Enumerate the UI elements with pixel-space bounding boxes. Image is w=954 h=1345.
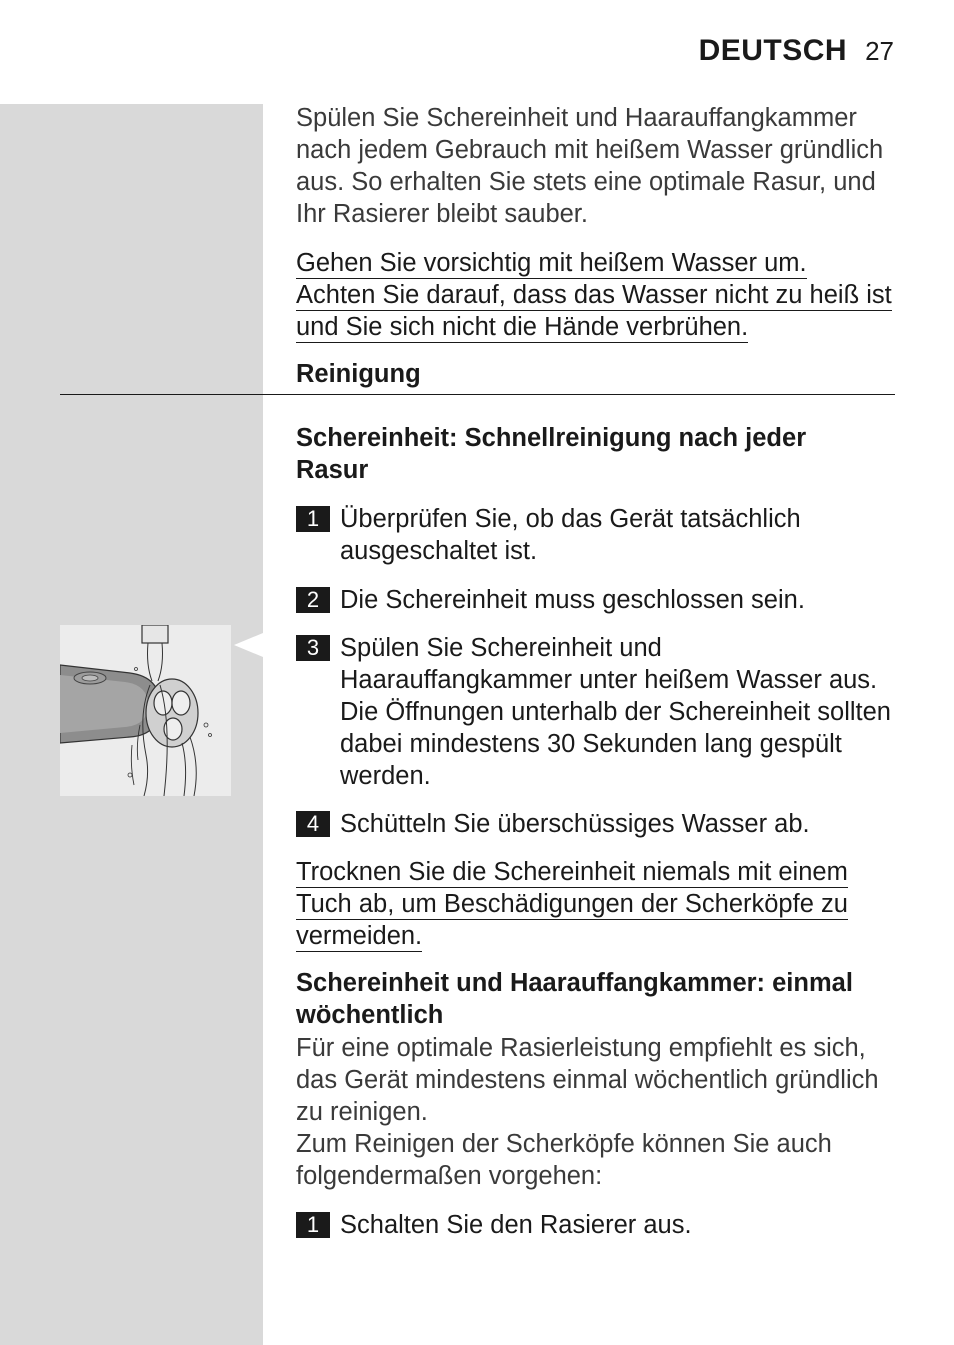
step-number: 4 [296, 811, 330, 837]
page-number: 27 [865, 36, 894, 66]
step-item [296, 632, 896, 792]
warning-do-not-dry [296, 856, 896, 952]
warning-line: und Sie sich nicht die Hände verbrühen. [296, 313, 749, 341]
step-item [296, 584, 896, 616]
weekly-title: Schereinheit und Haarauffangkammer: einmal wöchentlich [296, 969, 853, 1029]
warning-line: Tuch ab, um Beschädigungen der Scherköpfe zu [296, 890, 848, 918]
step-text: Schütteln Sie überschüssiges Wasser ab. [340, 810, 810, 838]
quick-clean-title: Schereinheit: Schnellreinigung nach jeder Rasur [296, 424, 807, 484]
step-text: Schalten Sie den Rasierer aus. [340, 1211, 692, 1239]
rinsing-illustration [60, 625, 231, 796]
warning-line: Trocknen Sie die Schereinheit niemals mit einem [296, 858, 848, 886]
section-divider [60, 394, 895, 395]
warning-line: Gehen Sie vorsichtig mit heißem Wasser um. [296, 249, 807, 277]
step-number: 2 [296, 587, 330, 613]
warning-line: Achten Sie darauf, dass das Wasser nicht zu heiß ist [296, 281, 892, 309]
intro-paragraph: Spülen Sie Schereinheit und Haarauffangkammer nach jedem Gebrauch mit heißem Wasser gründlich aus. So erhalten Sie stets eine optimale Rasur, und Ihr Rasierer bleibt sauber. [296, 104, 884, 228]
language-label: DEUTSCH [698, 34, 848, 67]
warning-hot-water [296, 247, 896, 343]
step-number: 1 [296, 1212, 330, 1238]
step-item [296, 503, 896, 567]
step-text: Spülen Sie Schereinheit und Haarauffangkammer unter heißem Wasser aus. Die Öffnungen unterhalb der Schereinheit sollten dabei mindestens 30 Sekunden lang gespült werden. [340, 634, 891, 790]
page-header [699, 34, 894, 68]
step-item [296, 808, 896, 840]
step-number: 3 [296, 635, 330, 661]
step-text: Die Schereinheit muss geschlossen sein. [340, 586, 805, 614]
section-title: Reinigung [296, 360, 421, 388]
step-text: Überprüfen Sie, ob das Gerät tatsächlich ausgeschaltet ist. [340, 505, 801, 565]
weekly-paragraph: Für eine optimale Rasierleistung empfiehlt es sich, das Gerät mindestens einmal wöchentlich gründlich zu reinigen. [296, 1034, 879, 1126]
step-item [296, 1209, 896, 1241]
step-number: 1 [296, 506, 330, 532]
warning-line: vermeiden. [296, 922, 423, 950]
shaver-rinse-image [60, 625, 231, 796]
illustration-pointer [234, 633, 263, 657]
weekly-paragraph-2: Zum Reinigen der Scherköpfe können Sie auch folgendermaßen vorgehen: [296, 1130, 832, 1190]
